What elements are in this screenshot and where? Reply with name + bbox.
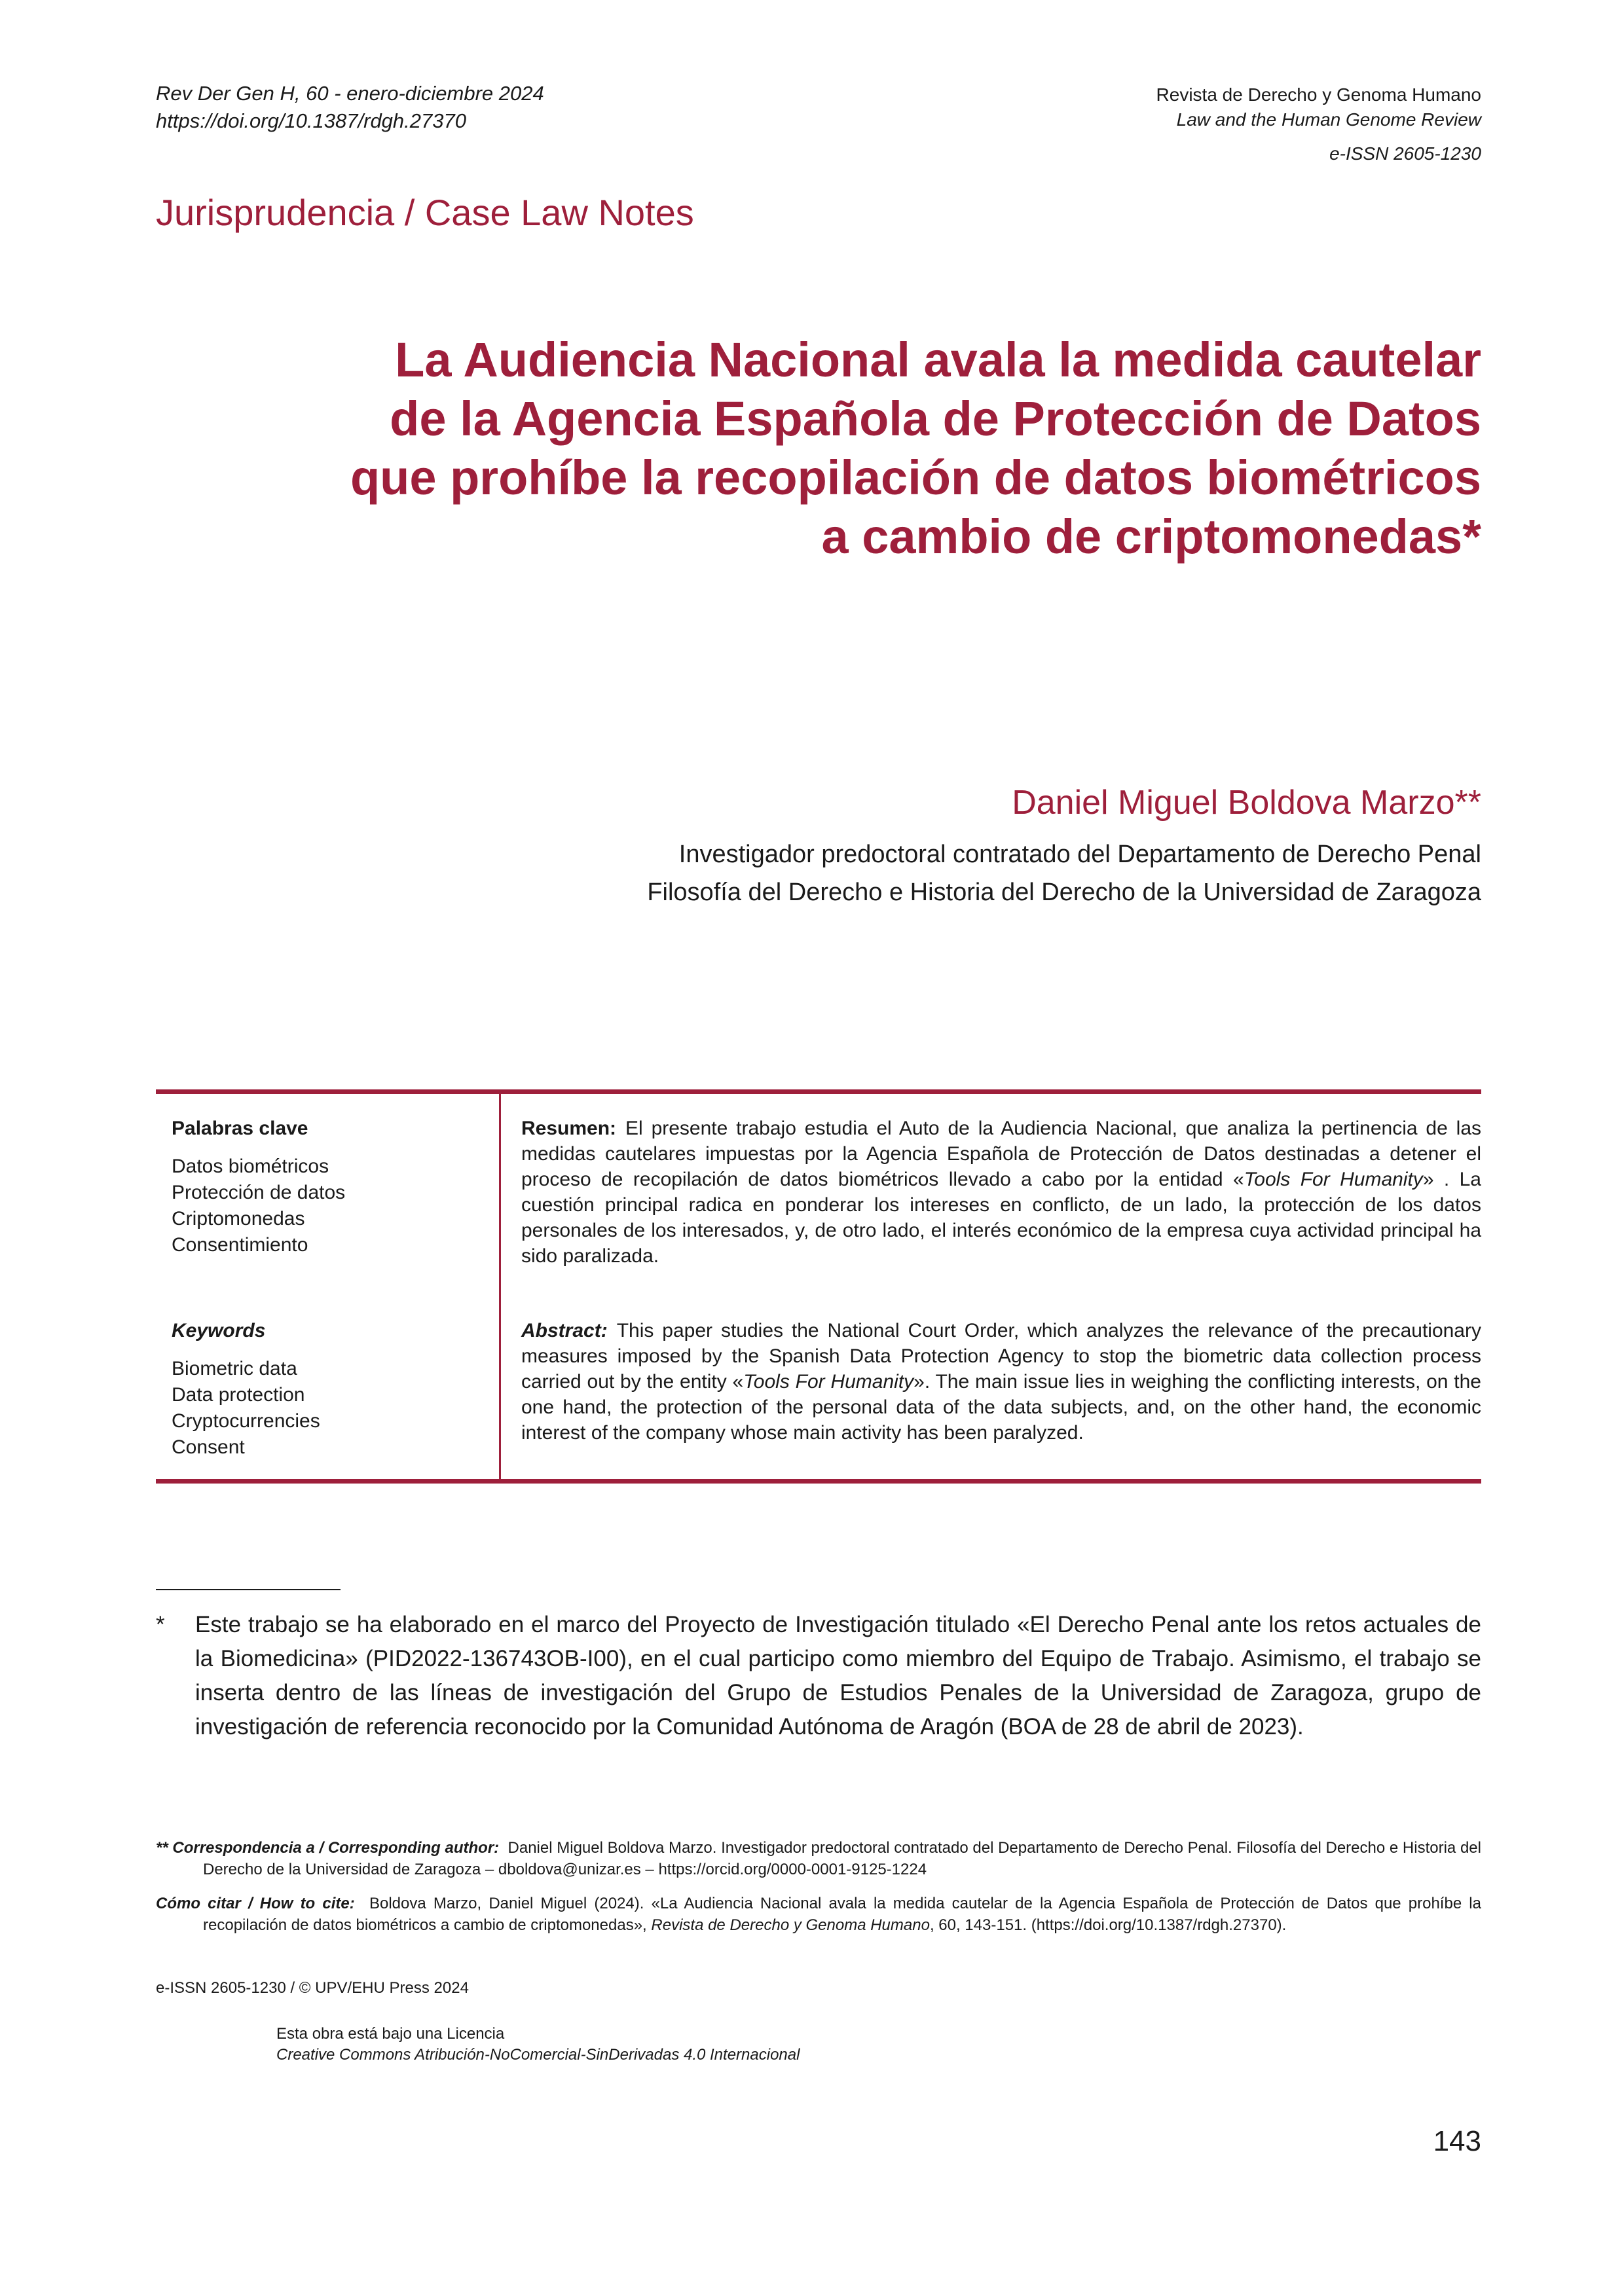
citation-text: Boldova Marzo, Daniel Miguel (2024). «La Audiencia Nacional avala la medida cautelar de la Agencia Española de Protección de Datos que prohíbe la recopilación de datos biométricos a cambio de criptomonedas», [203, 1895, 1481, 1934]
footnote-marker: * [156, 1612, 165, 1637]
author-affiliation [647, 835, 1481, 911]
resumen [521, 1116, 1481, 1269]
correspondence-text: Daniel Miguel Boldova Marzo. Investigador predoctoral contratado del Departamento de Derecho Penal. Filosofía del Derecho e Historia del Derecho de la Universidad de Zaragoza – dboldova@unizar.es – https://orcid.org/0000-0001-9125-1224 [203, 1839, 1481, 1878]
abstract-text: ». The main issue lies in weighing the conflicting interests, on the one hand, the protection of the personal data of the data subjects, and, on the other hand, the economic interest of the company whose main activity has been paralyzed. [521, 1371, 1481, 1444]
footer-issn: e-ISSN 2605-1230 / © UPV/EHU Press 2024 [156, 1979, 469, 1997]
section-label: Jurisprudencia / Case Law Notes [156, 192, 694, 233]
abstract-text: This paper studies the National Court Order, which analyzes the relevance of the precautionary measures imposed by the Spanish Data Protection Agency to stop the biometric data collection process carried out by the entity « [521, 1320, 1481, 1393]
resumen-entity: Tools For Humanity [1244, 1169, 1423, 1190]
citation-text: , 60, 143-151. (https://doi.org/10.1387/rdgh.27370). [929, 1916, 1287, 1934]
correspondence-label: ** Correspondencia a / Corresponding author: [156, 1839, 500, 1857]
journal-name-en: Law and the Human Genome Review [1176, 109, 1481, 130]
abstract-entity: Tools For Humanity [743, 1371, 914, 1393]
keyword-item: Criptomonedas [172, 1208, 305, 1230]
citation-label: Cómo citar / How to cite: [156, 1895, 355, 1912]
doi-link[interactable]: https://doi.org/10.1387/rdgh.27370 [156, 109, 466, 132]
resumen-text: » . La cuestión principal radica en ponderar los intereses en conflicto, de un lado, la protección de los datos personales de los interesados, y, de otro lado, el interés económico de la empresa cuya actividad principal ha sido paralizada. [521, 1169, 1481, 1267]
keyword-item: Cryptocurrencies [172, 1410, 320, 1432]
keywords-en-heading: Keywords [172, 1320, 266, 1341]
keywords-en [172, 1318, 479, 1461]
license-line: Esta obra está bajo una Licencia [276, 2025, 505, 2043]
affiliation-line: Filosofía del Derecho e Historia del Derecho de la Universidad de Zaragoza [647, 879, 1481, 906]
title-line: La Audiencia Nacional avala la medida cautelar [395, 333, 1481, 387]
license-note [276, 2024, 800, 2066]
abstract [521, 1318, 1481, 1446]
page-number: 143 [1433, 2125, 1481, 2157]
article-title [237, 331, 1481, 566]
keywords-es-heading: Palabras clave [172, 1118, 308, 1139]
license-link[interactable]: Creative Commons Atribución-NoComercial-SinDerivadas 4.0 Internacional [276, 2046, 800, 2064]
keyword-item: Consent [172, 1436, 245, 1458]
title-line: de la Agencia Española de Protección de Datos [390, 392, 1481, 446]
resumen-text: El presente trabajo estudia el Auto de la Audiencia Nacional, que analiza la pertinencia de las medidas cautelares impuestas por la Agencia Española de Protección de Datos destinadas a detener el proceso de recopilación de datos biométricos llevado a cabo por la entidad « [521, 1118, 1481, 1190]
keyword-item: Consentimiento [172, 1234, 308, 1256]
title-line: a cambio de criptomonedas* [821, 509, 1481, 564]
keyword-item: Protección de datos [172, 1182, 346, 1203]
running-header-right [1156, 82, 1481, 166]
keyword-item: Data protection [172, 1384, 305, 1406]
footnote-text: Este trabajo se ha elaborado en el marco del Proyecto de Investigación titulado «El Derecho Penal ante los retos actuales de la Biomedicina» (PID2022-136743OB-I00), en el cual participo como miembro del Equipo de Trabajo. Asimismo, el trabajo se inserta dentro de las líneas de investigación del Grupo de Estudios Penales de la Universidad de Zaragoza, grupo de investigación de referencia reconocido por la Comunidad Autónoma de Aragón (BOA de 28 de abril de 2023). [195, 1612, 1481, 1740]
journal-issue: Rev Der Gen H, 60 - enero-diciembre 2024 [156, 82, 544, 105]
running-header-left [156, 80, 544, 135]
keyword-item: Biometric data [172, 1358, 297, 1379]
abstract-top-rule [156, 1089, 1481, 1094]
journal-name-es: Revista de Derecho y Genoma Humano [1156, 84, 1481, 105]
keywords-es [172, 1116, 479, 1258]
citation-journal: Revista de Derecho y Genoma Humano [651, 1916, 930, 1934]
resumen-label: Resumen: [521, 1118, 617, 1139]
abstract-bottom-rule [156, 1479, 1481, 1484]
journal-eissn: e-ISSN 2605-1230 [1329, 143, 1481, 164]
footnote-star [156, 1608, 1481, 1744]
keyword-item: Datos biométricos [172, 1156, 329, 1177]
author-name: Daniel Miguel Boldova Marzo** [1012, 784, 1481, 822]
footnote-separator [156, 1589, 341, 1590]
title-line: que prohíbe la recopilación de datos biométricos [350, 450, 1481, 505]
abstract-label: Abstract: [521, 1320, 608, 1341]
affiliation-line: Investigador predoctoral contratado del Departamento de Derecho Penal [678, 841, 1481, 868]
abstract-column-divider [499, 1094, 501, 1479]
correspondence-note [156, 1837, 1481, 1880]
citation-note [156, 1893, 1481, 1936]
